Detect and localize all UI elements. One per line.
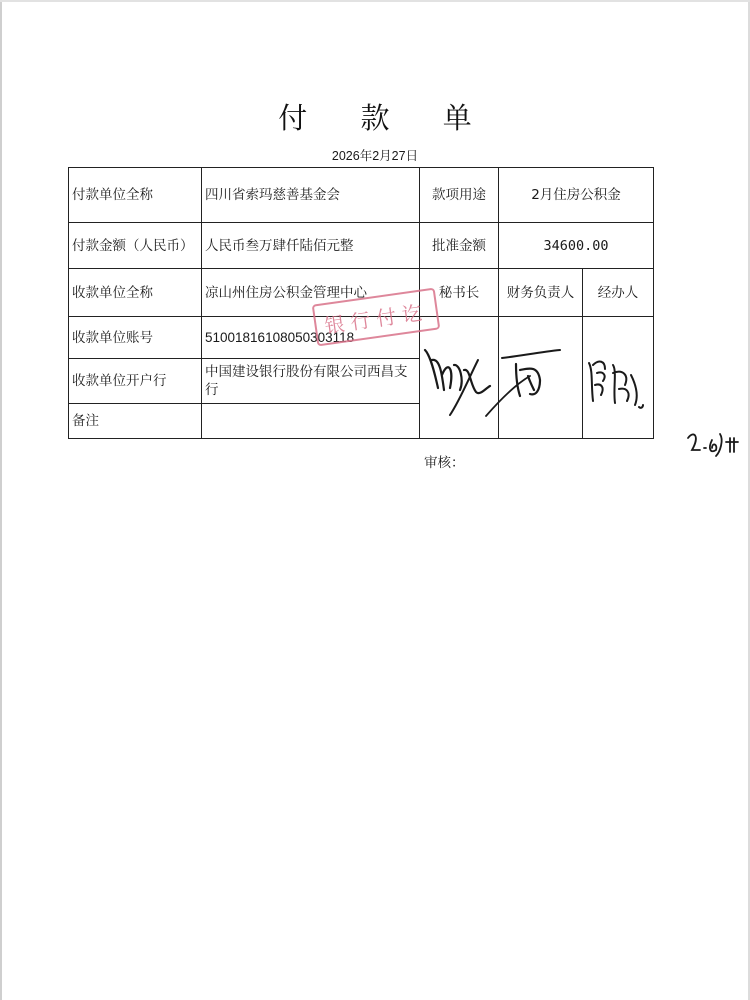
- purpose-label: 款项用途: [432, 187, 486, 203]
- approved-amount-value: 34600.00: [543, 237, 609, 254]
- stamp-text: 银行付讫: [323, 299, 430, 338]
- payee-bank-label: 收款单位开户行: [72, 373, 167, 389]
- page-edge: [0, 0, 750, 2]
- payee-name-value: 凉山州住房公积金管理中心: [205, 284, 367, 301]
- remarks-label: 备注: [72, 413, 99, 429]
- finance-head-label: 财务负责人: [506, 284, 575, 301]
- payee-account-value: 51001816108050303118: [205, 329, 355, 345]
- purpose-value: 2月住房公积金: [531, 187, 621, 203]
- approved-amount-label: 批准金额: [432, 237, 486, 254]
- secretary-label: 秘书长: [438, 284, 480, 301]
- amount-label: 付款金额（人民币）: [72, 237, 194, 254]
- amount-value-words: 人民币叁万肆仟陆佰元整: [205, 237, 354, 254]
- table-border-bottom: [68, 438, 654, 439]
- payee-name-label: 收款单位全称: [72, 284, 153, 301]
- payer-name-label: 付款单位全称: [72, 187, 153, 203]
- auditor-label: 审核：: [424, 455, 465, 471]
- payee-bank-value: 中国建设银行股份有限公司西昌支行: [205, 364, 408, 398]
- table-border-right: [653, 167, 654, 439]
- handler-label: 经办人: [597, 284, 639, 301]
- payee-account-label: 收款单位账号: [72, 329, 153, 346]
- payer-name-value: 四川省索玛慈善基金会: [205, 187, 340, 203]
- document-date: 2026年2月27日: [331, 149, 419, 163]
- document-title: 付 款 单: [278, 101, 494, 135]
- remarks-value: [202, 404, 419, 438]
